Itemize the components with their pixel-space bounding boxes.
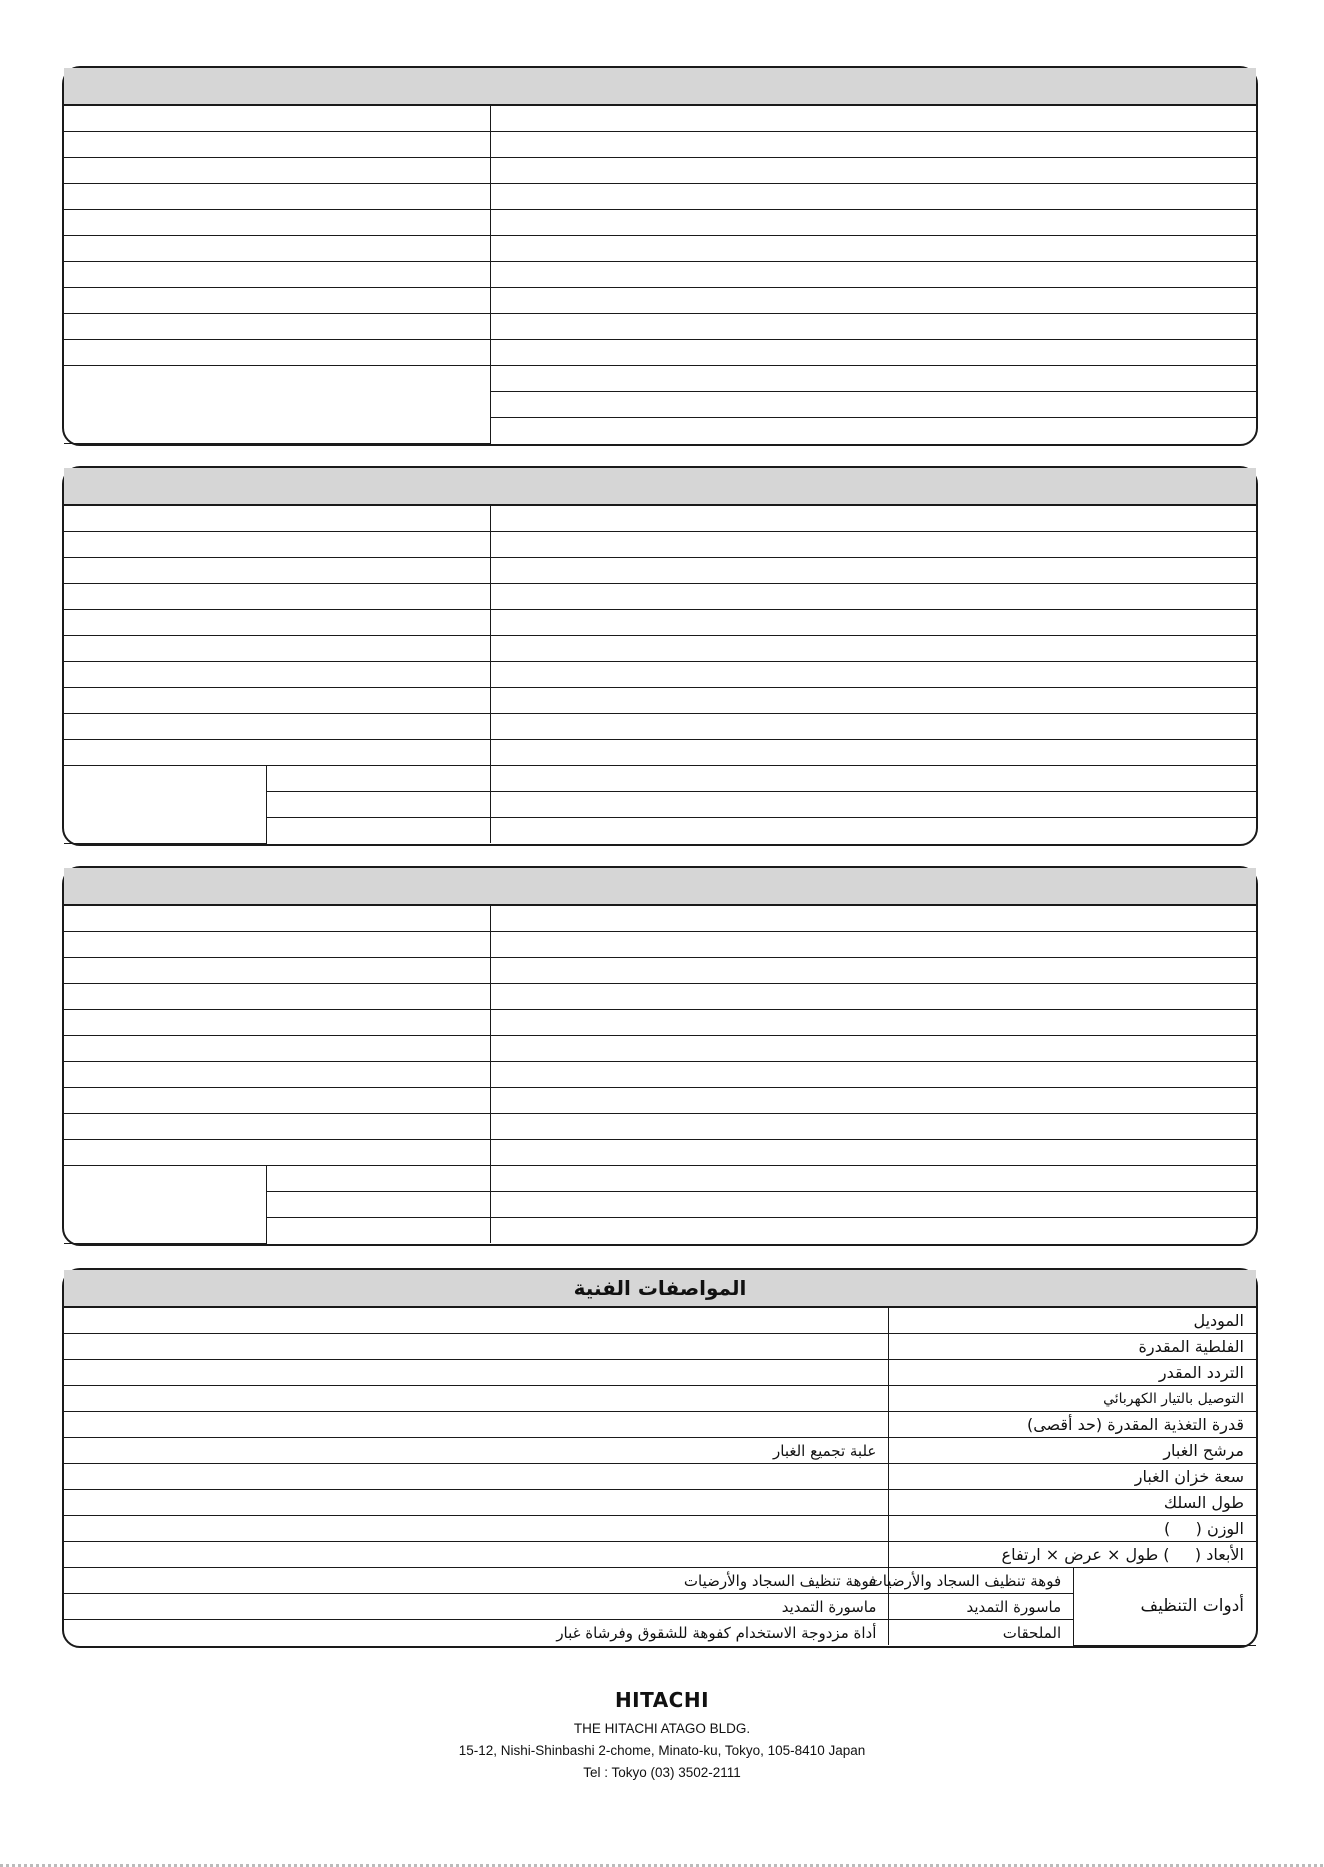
table-row bbox=[64, 636, 1256, 662]
table-row bbox=[64, 1464, 1256, 1490]
table-row bbox=[64, 766, 1256, 792]
table-row bbox=[64, 584, 1256, 610]
table-row bbox=[64, 506, 1256, 532]
table-row bbox=[64, 1036, 1256, 1062]
table-row bbox=[64, 906, 1256, 932]
table-row bbox=[64, 1490, 1256, 1516]
table-row bbox=[64, 1114, 1256, 1140]
table-row bbox=[64, 106, 1256, 132]
table-row bbox=[64, 236, 1256, 262]
table-row bbox=[64, 662, 1256, 688]
table-row bbox=[64, 340, 1256, 366]
table-header bbox=[64, 68, 1256, 106]
tool1-value: فوهة تنظيف السجاد والأرضيات bbox=[64, 1568, 889, 1594]
rated-frequency-label: التردد المقدر bbox=[889, 1360, 1256, 1386]
table-row bbox=[64, 958, 1256, 984]
spec-title: المواصفات الفنية bbox=[64, 1270, 1256, 1308]
table-row bbox=[64, 984, 1256, 1010]
tool3-value: أداة مزدوجة الاستخدام كفوهة للشقوق وفرشاة غبار bbox=[556, 1623, 877, 1642]
telephone: Tel : Tokyo (03) 3502-2111 bbox=[583, 1765, 741, 1780]
blank-spec-table-2 bbox=[62, 466, 1258, 846]
rated-voltage-label: الفلطية المقدرة bbox=[889, 1334, 1256, 1360]
table-row bbox=[64, 314, 1256, 340]
table-row bbox=[64, 1568, 1256, 1594]
footer bbox=[0, 1688, 1324, 1784]
table-row bbox=[64, 1166, 1256, 1192]
dust-filter-label: مرشح الغبار bbox=[889, 1438, 1256, 1464]
dust-filter-value: علبة تجميع الغبار bbox=[64, 1438, 889, 1464]
table-row bbox=[64, 1088, 1256, 1114]
table-row bbox=[64, 1334, 1256, 1360]
table-row bbox=[64, 1360, 1256, 1386]
table-row bbox=[64, 558, 1256, 584]
table-row bbox=[64, 1412, 1256, 1438]
power-connection-label: التوصيل بالتيار الكهربائي bbox=[889, 1386, 1256, 1412]
tool2-label: ماسورة التمديد bbox=[889, 1594, 1074, 1620]
table-row bbox=[64, 1010, 1256, 1036]
table-row bbox=[64, 1542, 1256, 1568]
table-row bbox=[64, 714, 1256, 740]
table-row bbox=[64, 1516, 1256, 1542]
hitachi-logo: HITACHI bbox=[614, 1688, 710, 1712]
cord-length-label: طول السلك bbox=[889, 1490, 1256, 1516]
table-header bbox=[64, 468, 1256, 506]
blank-spec-table-3 bbox=[62, 866, 1258, 1246]
model-label: الموديل bbox=[889, 1308, 1256, 1334]
building-name: THE HITACHI ATAGO BLDG. bbox=[573, 1721, 751, 1736]
table-row bbox=[64, 158, 1256, 184]
arabic-spec-table bbox=[62, 1268, 1258, 1648]
blank-spec-table-1 bbox=[62, 66, 1258, 446]
tool3-label: الملحقات bbox=[889, 1620, 1074, 1646]
table-row bbox=[64, 932, 1256, 958]
weight-label: الوزن ( ) bbox=[889, 1516, 1256, 1542]
table-row bbox=[64, 1062, 1256, 1088]
dimensions-label: الأبعاد ( ) طول × عرض × ارتفاع bbox=[889, 1542, 1256, 1568]
table-row bbox=[64, 288, 1256, 314]
dust-capacity-label: سعة خزان الغبار bbox=[889, 1464, 1256, 1490]
table-row bbox=[64, 1308, 1256, 1334]
rated-input-label: قدرة التغذية المقدرة (حد أقصى) bbox=[889, 1412, 1256, 1438]
address: 15-12, Nishi-Shinbashi 2-chome, Minato-ku, Tokyo, 105-8410 Japan bbox=[458, 1743, 866, 1758]
table-row bbox=[64, 132, 1256, 158]
table-row bbox=[64, 610, 1256, 636]
table-row bbox=[64, 184, 1256, 210]
table-row bbox=[64, 740, 1256, 766]
tool1-label: فوهة تنظيف السجاد والأرضيات bbox=[889, 1568, 1074, 1594]
table-row bbox=[64, 1438, 1256, 1464]
table-row bbox=[64, 532, 1256, 558]
table-row bbox=[64, 366, 1256, 392]
table-header bbox=[64, 868, 1256, 906]
tool2-value: ماسورة التمديد bbox=[64, 1594, 889, 1620]
table-row bbox=[64, 688, 1256, 714]
table-row bbox=[64, 1386, 1256, 1412]
table-row bbox=[64, 210, 1256, 236]
cleaning-tools-label: أدوات التنظيف bbox=[1074, 1568, 1256, 1646]
table-row bbox=[64, 1140, 1256, 1166]
table-row bbox=[64, 262, 1256, 288]
